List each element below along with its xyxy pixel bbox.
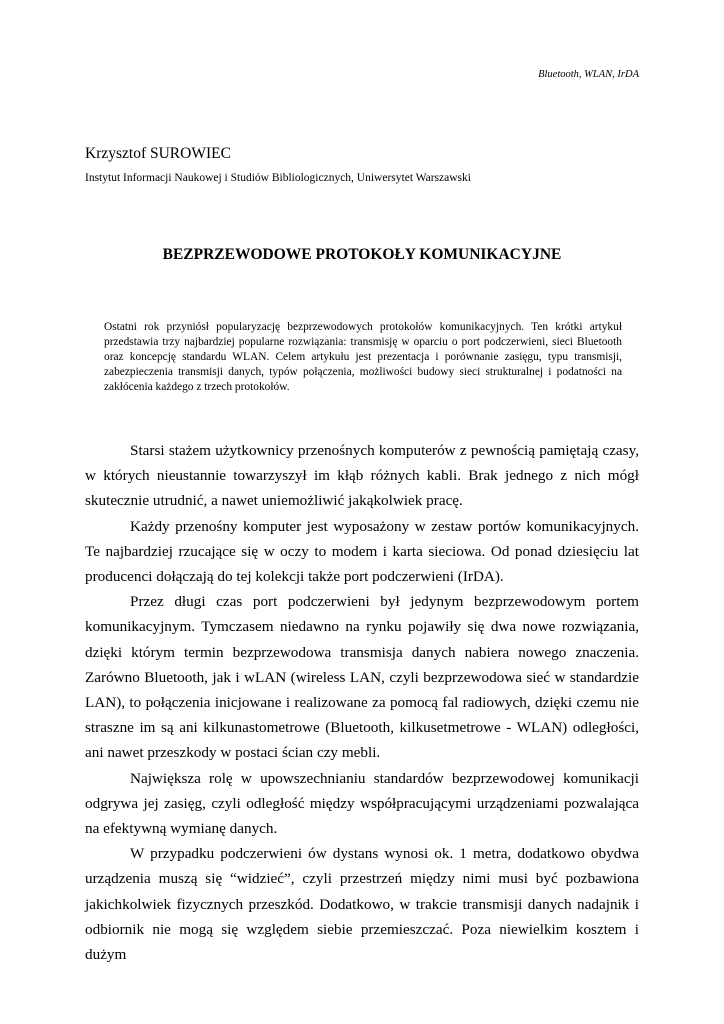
author-affiliation: Instytut Informacji Naukowej i Studiów Bibliologicznych, Uniwersytet Warszawski [85,172,471,184]
body-paragraph: W przypadku podczerwieni ów dystans wynosi ok. 1 metra, dodatkowo obydwa urządzenia muszą się “widzieć”, czyli przestrzeń między nimi musi być pozbawiona jakichkolwiek fizycznych przeszkód. Dodatkowo, w trakcie transmisji danych nadajnik i odbiornik nie mogą się względem siebie przemieszczać. Poza niewielkim kosztem i dużym [85,845,639,964]
author-name: Krzysztof SUROWIEC [85,145,231,162]
paper-title: BEZPRZEWODOWE PROTOKOŁY KOMUNIKACYJNE [162,246,562,263]
body-paragraph: Przez długi czas port podczerwieni był jedynym bezprzewodowym portem komunikacyjnym. Tymczasem niedawno na rynku pojawiły się dwa nowe rozwiązania, dzięki którym termin bezprzewodowa transmisja danych nabiera nowego znaczenia. Zarówno Bluetooth, jak i wLAN (wireless LAN, czyli bezprzewodowa sieć w standardzie LAN), to połączenia inicjowane i realizowane za pomocą fal radiowych, dzięki czemu nie straszne im są ani kilkunastometrowe (Bluetooth, kilkusetmetrowe - WLAN) odległości, ani nawet przeszkody w postaci ścian czy mebli. [85,593,639,762]
body-paragraph: Każdy przenośny komputer jest wyposażony w zestaw portów komunikacyjnych. Te najbardziej rzucające się w oczy to modem i karta sieciowa. Od ponad dziesięciu lat producenci dołączają do tej kolekcji także port podczerwieni (IrDA). [85,517,639,586]
abstract: Ostatni rok przyniósł popularyzację bezprzewodowych protokołów komunikacyjnych. Ten krótki artykuł przedstawia trzy najbardziej popularne rozwiązania: transmisję w oparciu o port podczerwieni, sieci Bluetooth oraz koncepcję standardu WLAN. Celem artykułu jest prezentacja i porównanie zasięgu, typu transmisji, zabezpieczenia transmisji danych, typów połączenia, możliwości budowy sieci strukturalnej i podatności na zakłócenia każdego z trzech protokołów. [104,321,622,393]
body-paragraph: Starsi stażem użytkownicy przenośnych komputerów z pewnością pamiętają czasy, w których nieustannie towarzyszył im kłąb różnych kabli. Brak jednego z nich mógł skutecznie utrudnić, a nawet uniemożliwić jakąkolwiek pracę. [85,442,639,510]
body-paragraph: Największa rolę w upowszechnianiu standardów bezprzewodowej komunikacji odgrywa jej zasięg, czyli odległość między współpracującymi urządzeniami pozwalająca na efektywną wymianę danych. [85,769,639,838]
body-text [85,438,639,967]
running-header: Bluetooth, WLAN, IrDA [538,69,639,80]
